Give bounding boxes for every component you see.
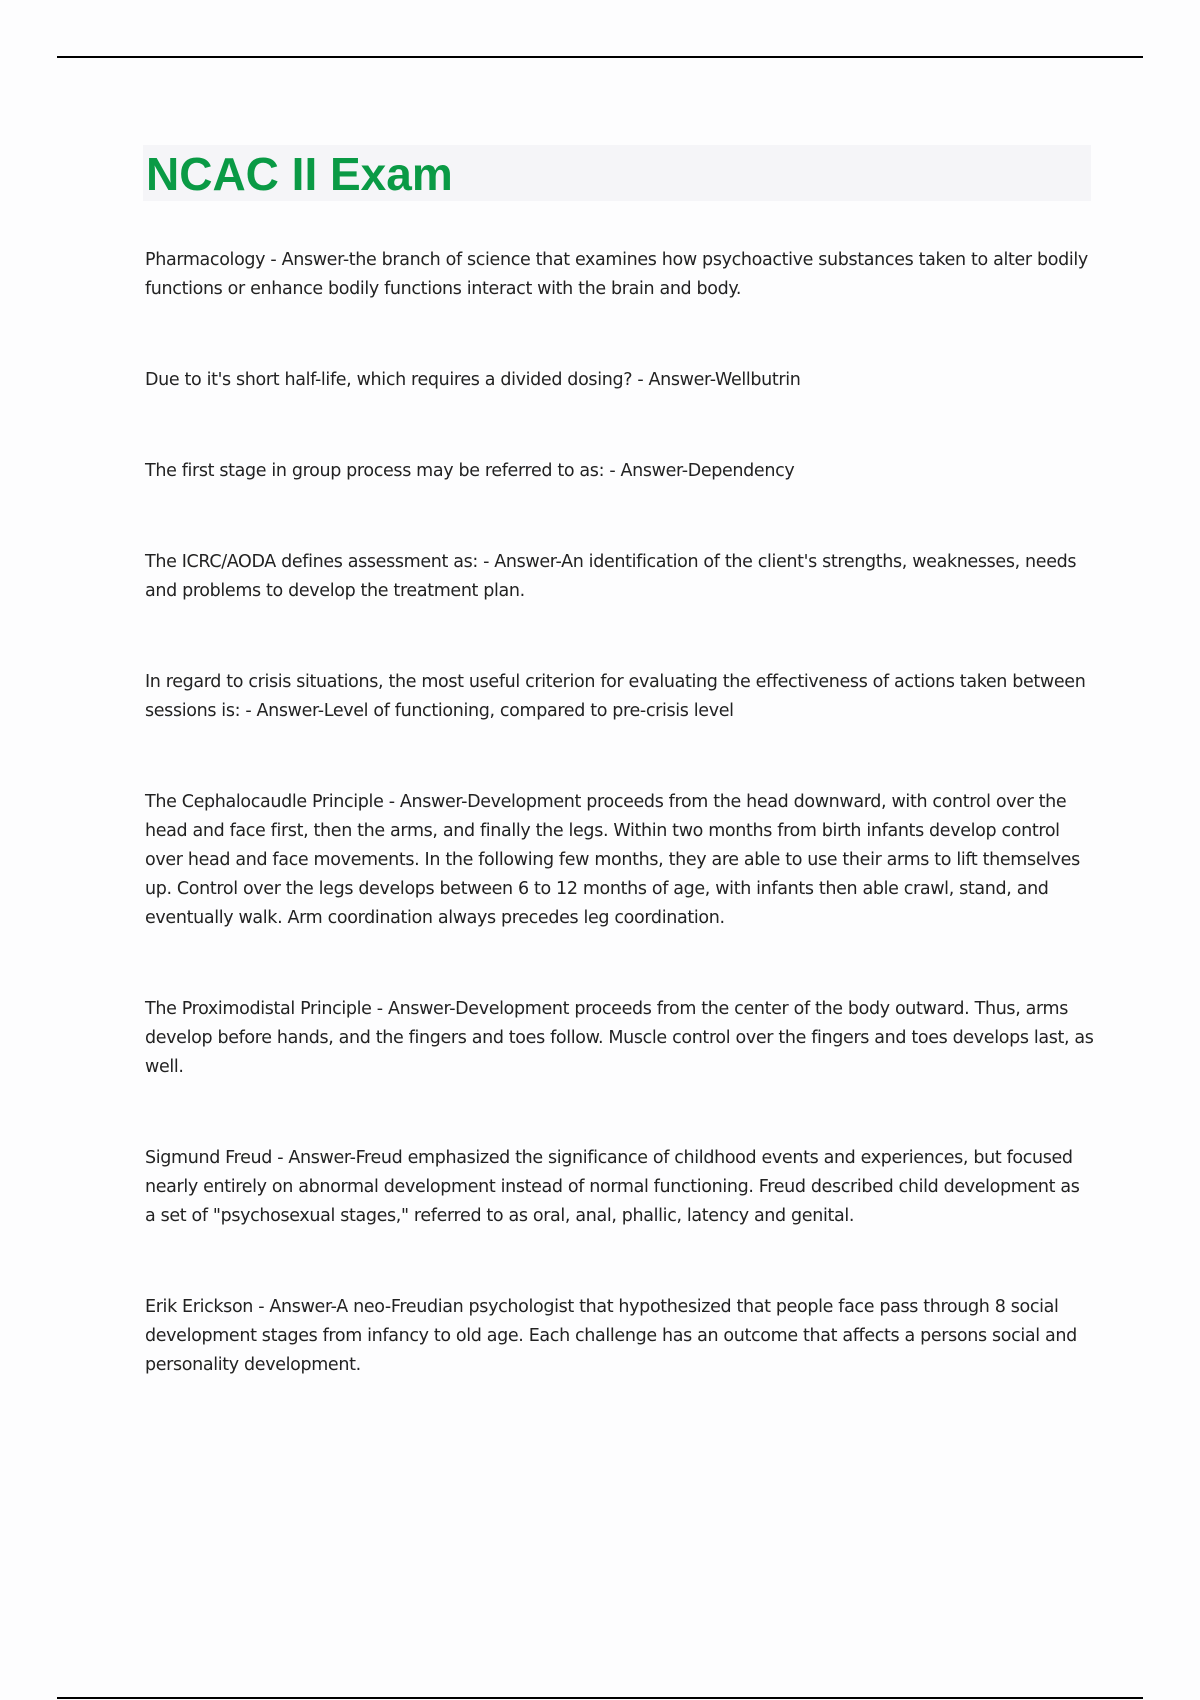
bottom-rule [57,1697,1143,1699]
qa-entry-cephalocaudle: The Cephalocaudle Principle - Answer-Development proceeds from the head downward, with control over the head and face first, then the arms, and finally the legs. Within two months from birth infants develop control over head and face movements. In the following few months, they are able to use their arms to lift themselves up. Control over the legs develops between 6 to 12 months of age, with infants then able crawl, stand, and eventually walk. Arm coordination always precedes leg coordination. [145,792,1080,928]
qa-entry-assessment: The ICRC/AODA defines assessment as: - Answer-An identification of the client's strengths, weaknesses, needs and problems to develop the treatment plan. [145,552,1077,601]
qa-entry-pharmacology: Pharmacology - Answer-the branch of science that examines how psychoactive substances taken to alter bodily functions or enhance bodily functions interact with the brain and body. [145,250,1088,299]
qa-entry-group-process: The first stage in group process may be referred to as: - Answer-Dependency [145,461,795,481]
qa-entry-erickson: Erik Erickson - Answer-A neo-Freudian psychologist that hypothesized that people face pass through 8 social development stages from infancy to old age. Each challenge has an outcome that affects a persons social and personality development. [145,1297,1077,1375]
qa-entry-proximodistal: The Proximodistal Principle - Answer-Development proceeds from the center of the body outward. Thus, arms develop before hands, and the fingers and toes follow. Muscle control over the fingers and toes develops last, as well. [145,999,1094,1077]
top-rule [57,56,1143,58]
qa-list [145,246,1095,1380]
qa-entry-freud: Sigmund Freud - Answer-Freud emphasized the significance of childhood events and experiences, but focused nearly entirely on abnormal development instead of normal functioning. Freud described child development as a set of "psychosexual stages," referred to as oral, anal, phallic, latency and genital. [145,1148,1080,1226]
qa-entry-crisis: In regard to crisis situations, the most useful criterion for evaluating the effectiveness of actions taken between sessions is: - Answer-Level of functioning, compared to pre-crisis level [145,672,1086,721]
qa-entry-wellbutrin: Due to it's short half-life, which requires a divided dosing? - Answer-Wellbutrin [145,370,801,390]
document-title: NCAC II Exam [146,148,453,200]
